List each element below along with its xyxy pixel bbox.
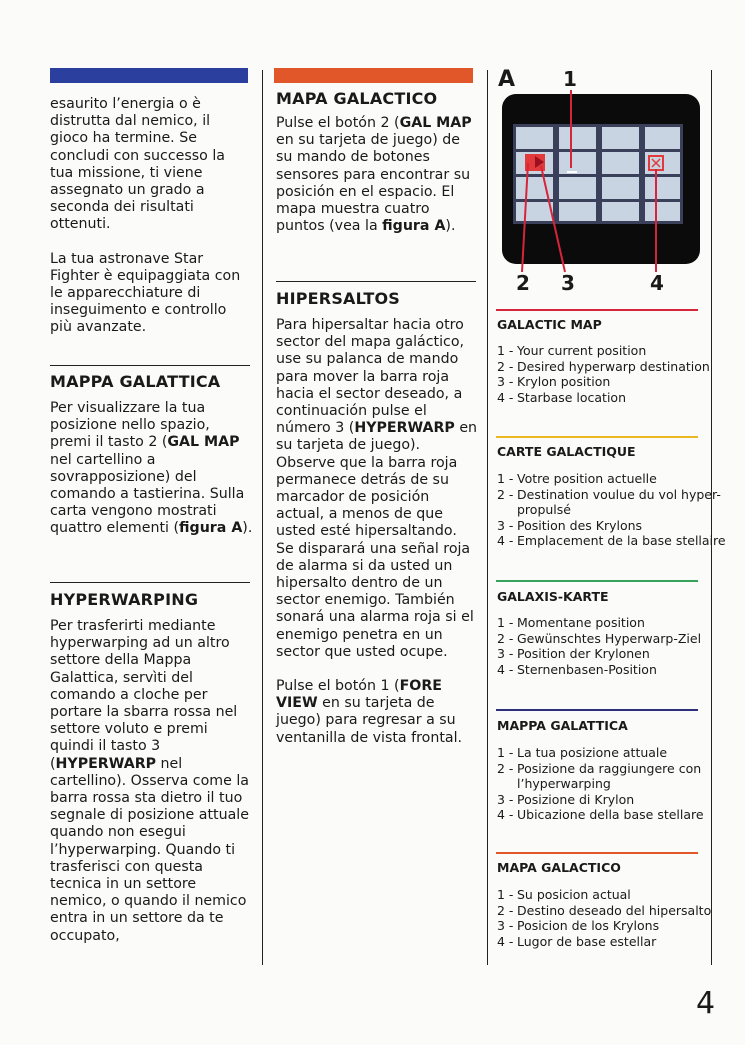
list-item xyxy=(497,343,710,359)
bold-run: HYPERWARP xyxy=(55,755,157,772)
item-text: La tua posizione attuale xyxy=(517,745,668,760)
text-run: ). xyxy=(445,218,456,235)
item-number: 4 - xyxy=(497,389,514,405)
text-run: en su tarjeta de juego) de su mando de botones sensores para encontrar su posición en el espacio. El mapa muestra cuatro puntos (vea la xyxy=(276,132,471,235)
section-hipersaltos xyxy=(276,289,479,747)
text-run: Per trasferirti mediante hyperwarping ad un altro settore della Mappa Galattica, servìti del comando a cloche per portare la sbarra rossa nel settore voluto e premi quindi il tasto 3 ( xyxy=(50,618,238,772)
bold-run: FORE VIEW xyxy=(276,678,442,712)
list-item xyxy=(497,792,745,808)
legend-title-en: GALACTIC MAP xyxy=(497,317,602,332)
list-item xyxy=(497,662,701,678)
destination-marker xyxy=(567,171,577,173)
text-run: ). xyxy=(242,520,253,537)
legend-title-de: GALAXIS-KARTE xyxy=(497,589,609,604)
list-item xyxy=(497,807,745,823)
item-text: Destination voulue du vol hyper-propulsé xyxy=(517,486,721,518)
section-body xyxy=(276,115,479,235)
bold-run: HYPERWARP xyxy=(354,420,455,437)
figure-a xyxy=(495,62,707,294)
item-text: Posizione di Krylon xyxy=(517,791,635,807)
column-divider xyxy=(487,70,488,965)
section-hyperwarping xyxy=(50,590,255,945)
text-run: nel cartellino a sovrapposizione) del comando a tastierina. Sulla carta vengono mostrati quattro elementi ( xyxy=(50,451,245,537)
item-text: Ubicazione della base stellare xyxy=(517,807,704,823)
item-text: Position des Krylons xyxy=(517,517,643,533)
legend-list-fr xyxy=(497,471,745,549)
item-number: 3 - xyxy=(497,374,514,390)
item-text: Posizione da raggiungere con l’hyperwarping xyxy=(517,760,702,792)
section-mapa-galactico xyxy=(276,89,479,235)
text-run: Per visualizzare la tua posizione nello spazio, premi il tasto 2 ( xyxy=(50,400,210,451)
item-number: 4 - xyxy=(497,533,514,549)
item-text: Su posicion actual xyxy=(517,887,631,902)
callout-1: 1 xyxy=(563,67,577,91)
item-number: 1 - xyxy=(497,343,514,358)
bold-run: GAL MAP xyxy=(167,434,240,451)
item-number: 1 - xyxy=(497,887,514,902)
legend-title-fr: CARTE GALACTIQUE xyxy=(497,444,636,459)
list-item xyxy=(497,518,745,534)
text-run: en su tarjeta de juego). Observe que la barra roja permanece detrás de su marcador de posición actual, a menos de que usted esté hipersaltando. Se disparará una señal roja de alarma si da usted un hipersalto dentro de un sector enemigo. También sonará una alarma roja si el enemigo penetra en un sector que usted ocupe. xyxy=(276,420,478,660)
intro-paragraph: esaurito l’energia o è distrutta dal nemico, il gioco ha termine. Se concludi con successo la tua missione, ti viene assegnato un grado a seconda dei risultati ottenuti. xyxy=(50,96,225,233)
list-item xyxy=(497,487,745,518)
item-text: Emplacement de la base stellaire xyxy=(517,533,726,549)
list-item xyxy=(497,903,711,919)
text-run: Para hipersaltar hacia otro sector del mapa galáctico, use su palanca de mando para mover la barra roja hacia el sector deseado, a continuación pulse el número 3 ( xyxy=(276,317,465,437)
callout-4: 4 xyxy=(650,271,664,294)
list-item xyxy=(497,887,711,903)
section-title: HYPERWARPING xyxy=(50,590,199,609)
legend-title-it: MAPPA GALATTICA xyxy=(497,718,628,733)
legend-rule-navy xyxy=(496,709,698,711)
item-text: Krylon position xyxy=(517,374,611,390)
legend-list-es xyxy=(497,887,711,949)
legend-rule-yellow xyxy=(496,436,698,438)
text-run: nel cartellino). Osserva come la barra rossa sta dietro il tuo segnale di posizione attuale quando non esegui l’hyperwarping. Quando ti trasferisci con questa tecnica in un settore nemico, o quando il nemico entra in un settore da te occupato, xyxy=(50,755,249,944)
item-number: 3 - xyxy=(497,517,514,533)
item-number: 2 - xyxy=(497,630,514,646)
list-item xyxy=(497,374,710,390)
section-body xyxy=(276,317,479,661)
section-rule xyxy=(276,281,476,282)
legend-rule-red xyxy=(496,309,698,311)
item-number: 2 - xyxy=(497,760,514,776)
item-number: 4 - xyxy=(497,933,514,949)
item-number: 2 - xyxy=(497,486,514,502)
legend-rule-green xyxy=(496,580,698,582)
legend-list-en xyxy=(497,343,710,405)
section-body xyxy=(50,400,255,538)
list-item xyxy=(497,745,745,761)
text-run: Pulse el botón 2 ( xyxy=(276,115,400,131)
item-number: 3 - xyxy=(497,646,514,662)
list-item xyxy=(497,533,745,549)
item-number: 4 - xyxy=(497,661,514,677)
item-number: 3 - xyxy=(497,918,514,934)
item-text: Momentane position xyxy=(517,615,645,630)
section-title: HIPERSALTOS xyxy=(276,289,401,308)
section-mappa-galattica xyxy=(50,372,255,538)
item-text: Posicion de los Krylons xyxy=(517,918,660,934)
item-text: Your current position xyxy=(517,343,647,358)
section-title: MAPPA GALATTICA xyxy=(50,372,221,391)
bold-run: GAL MAP xyxy=(399,115,472,131)
list-item xyxy=(497,761,745,792)
orange-header-bar xyxy=(274,68,473,83)
text-run: Pulse el botón 1 ( xyxy=(276,678,400,695)
figure-label: A xyxy=(498,67,516,92)
legend-list-de xyxy=(497,615,701,677)
section-title: MAPA GALACTICO xyxy=(276,89,438,108)
list-item xyxy=(497,646,701,662)
list-item xyxy=(497,934,711,950)
item-text: Position der Krylonen xyxy=(517,646,650,662)
page-number: 4 xyxy=(696,986,716,1021)
bold-run: figura A xyxy=(382,218,446,235)
item-text: Destino deseado del hipersalto xyxy=(517,902,712,918)
item-text: Sternenbasen-Position xyxy=(517,661,657,677)
callout-3: 3 xyxy=(561,271,575,294)
section-body xyxy=(50,618,255,945)
item-text: Desired hyperwarp destination xyxy=(517,358,710,374)
starfighter-paragraph: La tua astronave Star Fighter è equipaggiata con le apparecchiature di inseguimento e controllo più avanzate. xyxy=(50,250,241,336)
legend-title-es: MAPA GALACTICO xyxy=(497,860,621,875)
item-text: Starbase location xyxy=(517,389,627,405)
item-number: 1 - xyxy=(497,745,514,760)
blue-header-bar xyxy=(50,68,248,83)
list-item xyxy=(497,390,710,406)
column-italian xyxy=(50,96,250,337)
fore-view-paragraph xyxy=(276,678,479,747)
item-text: Votre position actuelle xyxy=(517,471,657,486)
item-number: 4 - xyxy=(497,807,514,823)
item-text: Gewünschtes Hyperwarp-Ziel xyxy=(517,630,702,646)
callout-2: 2 xyxy=(516,271,530,294)
item-number: 2 - xyxy=(497,358,514,374)
list-item xyxy=(497,359,710,375)
text-run: en su tarjeta de juego) para regresar a su ventanilla de vista frontal. xyxy=(276,695,463,746)
list-item xyxy=(497,631,701,647)
bold-run: figura A xyxy=(179,520,243,537)
item-number: 3 - xyxy=(497,791,514,807)
section-rule xyxy=(50,582,250,583)
item-number: 1 - xyxy=(497,471,514,486)
legend-rule-orange xyxy=(496,852,698,854)
column-divider xyxy=(262,70,263,965)
list-item xyxy=(497,471,745,487)
galactic-map-figure xyxy=(495,62,707,294)
item-number: 2 - xyxy=(497,902,514,918)
list-item xyxy=(497,918,711,934)
item-text: Lugor de base estellar xyxy=(517,933,657,949)
section-rule xyxy=(50,365,250,366)
list-item xyxy=(497,615,701,631)
item-number: 1 - xyxy=(497,615,514,630)
legend-list-it xyxy=(497,745,745,823)
